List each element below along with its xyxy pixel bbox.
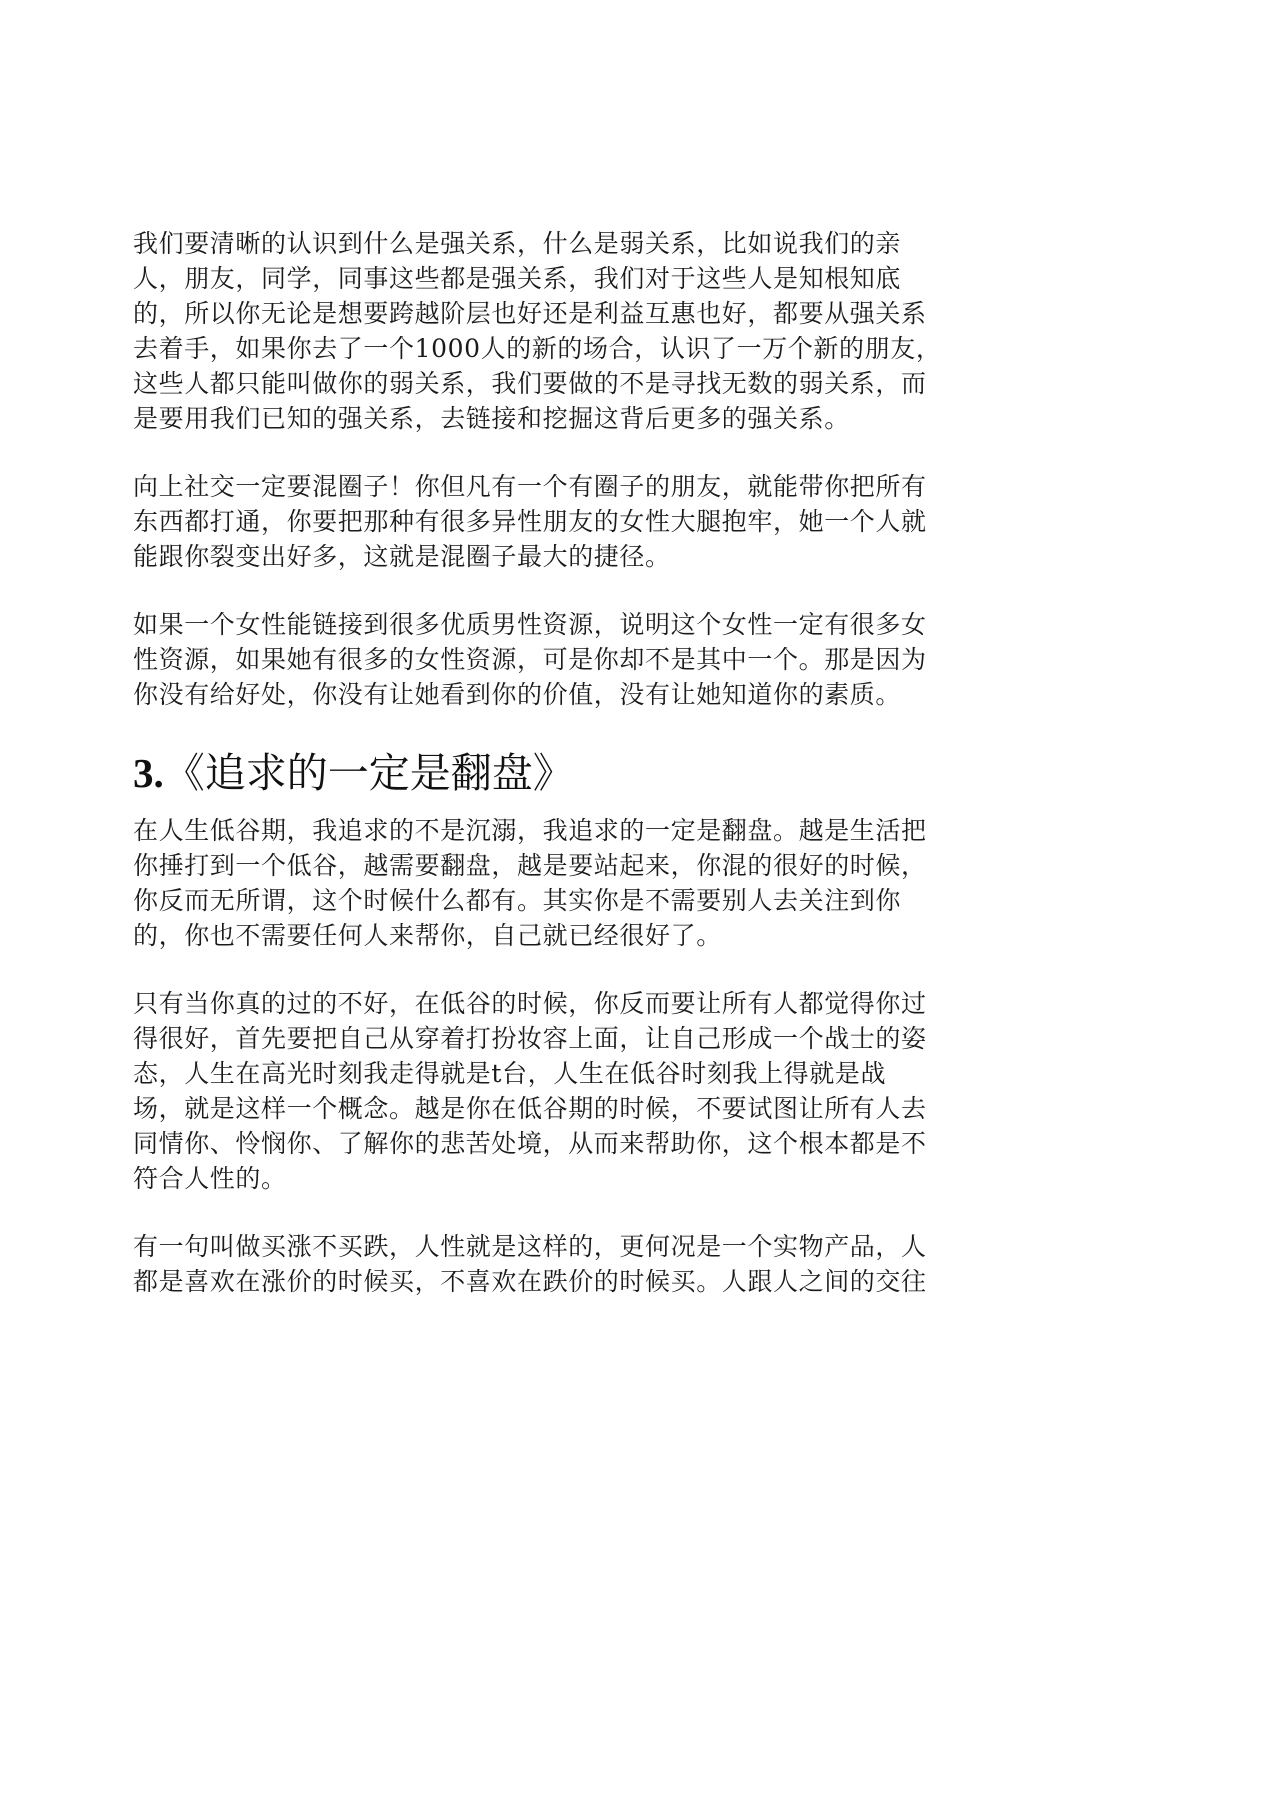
text-line: 都是喜欢在涨价的时候买，不喜欢在跌价的时候买。人跟人之间的交往	[133, 1267, 927, 1296]
paragraph-female-resources	[133, 607, 993, 712]
text-line: 有一句叫做买涨不买跌，人性就是这样的，更何况是一个实物产品，人	[133, 1232, 927, 1261]
document-body	[133, 226, 993, 1332]
text-line: 你反而无所谓，这个时候什么都有。其实你是不需要别人去关注到你	[133, 886, 902, 915]
section-title: 《追求的一定是翻盘》	[163, 749, 574, 797]
text-line: 得很好，首先要把自己从穿着打扮妆容上面，让自己形成一个战士的姿	[133, 1024, 927, 1053]
text-line: 你没有给好处，你没有让她看到你的价值，没有让她知道你的素质。	[133, 680, 902, 709]
text-line: 如果一个女性能链接到很多优质男性资源，说明这个女性一定有很多女	[133, 610, 927, 639]
text-line: 是要用我们已知的强关系，去链接和挖掘这背后更多的强关系。	[133, 404, 850, 433]
paragraph-social-circle	[133, 469, 993, 574]
text-line: 性资源，如果她有很多的女性资源，可是你却不是其中一个。那是因为	[133, 645, 927, 674]
text-line: 东西都打通，你要把那种有很多异性朋友的女性大腿抱牢，她一个人就	[133, 507, 927, 536]
paragraph-warrior-posture	[133, 986, 993, 1196]
paragraph-strong-relations	[133, 226, 993, 436]
section-heading	[133, 748, 993, 798]
text-line: 的，所以你无论是想要跨越阶层也好还是利益互惠也好，都要从强关系	[133, 299, 927, 328]
text-line: 这些人都只能叫做你的弱关系，我们要做的不是寻找无数的弱关系，而	[133, 369, 927, 398]
paragraph-buy-rising	[133, 1229, 993, 1299]
text-line: 在人生低谷期，我追求的不是沉溺，我追求的一定是翻盘。越是生活把	[133, 816, 927, 845]
text-line: 你捶打到一个低谷，越需要翻盘，越是要站起来，你混的很好的时候，	[133, 851, 927, 880]
text-line: 态，人生在高光时刻我走得就是t台，人生在低谷时刻我上得就是战	[133, 1059, 887, 1088]
section-number: 3.	[133, 750, 164, 796]
text-line: 场，就是这样一个概念。越是你在低谷期的时候，不要试图让所有人去	[133, 1094, 927, 1123]
text-line: 同情你、怜悯你、了解你的悲苦处境，从而来帮助你，这个根本都是不	[133, 1129, 927, 1158]
text-line: 符合人性的。	[133, 1164, 287, 1193]
text-line: 去着手，如果你去了一个1000人的新的场合，认识了一万个新的朋友，	[133, 334, 942, 363]
text-line: 的，你也不需要任何人来帮你，自己就已经很好了。	[133, 921, 722, 950]
text-line: 我们要清晰的认识到什么是强关系，什么是弱关系，比如说我们的亲	[133, 229, 902, 258]
text-line: 能跟你裂变出好多，这就是混圈子最大的捷径。	[133, 542, 671, 571]
text-line: 人，朋友，同学，同事这些都是强关系，我们对于这些人是知根知底	[133, 264, 902, 293]
paragraph-comeback	[133, 813, 993, 953]
text-line: 只有当你真的过的不好，在低谷的时候，你反而要让所有人都觉得你过	[133, 989, 927, 1018]
text-line: 向上社交一定要混圈子！你但凡有一个有圈子的朋友，就能带你把所有	[133, 472, 927, 501]
